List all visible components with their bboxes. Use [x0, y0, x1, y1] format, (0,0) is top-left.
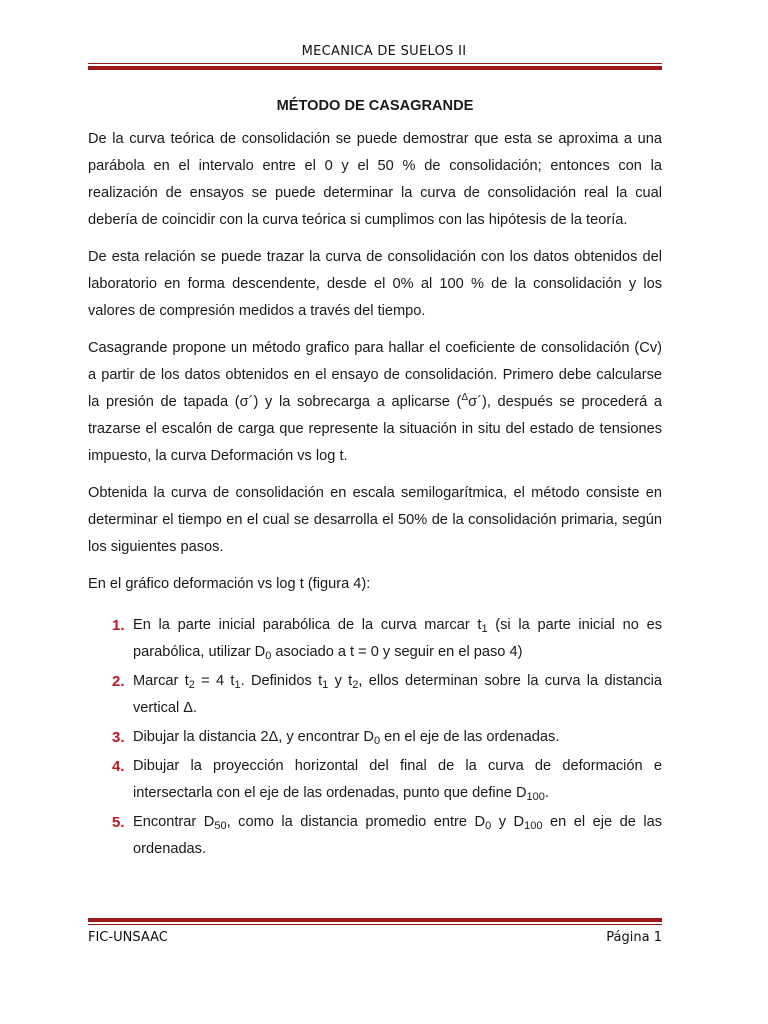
step-number: 5.: [112, 814, 125, 831]
paragraph-3: [88, 335, 662, 470]
paragraph-2: De esta relación se puede trazar la curva de consolidación con los datos obtenidos del laboratorio en forma descendente, desde el 0% al 100 % de la consolidación y los valores de compresión medidos a través del tiempo.: [88, 249, 662, 319]
section-title: MÉTODO DE CASAGRANDE: [276, 98, 474, 114]
step-item: 4. Dibujar la proyección horizontal del final de la curva de deformación e intersectarla con el eje de las ordenadas, punto que define $D_{100}$.: [88, 753, 662, 807]
step-item: 1. En la parte inicial parabólica de la curva marcar $t_1$ (si la parte inicial no es parabólica, utilizar $D_0$ asociado a t = 0 y seguir en el paso 4): [88, 612, 662, 666]
steps-list: [88, 612, 662, 863]
page-footer: [88, 930, 662, 945]
document-body: [88, 94, 662, 865]
paragraph-3-part-b: σ´), después se procederá a trazarse el escalón de carga que represente la situación in situ del estado de tensiones impuesto, la curva Deformación vs log t.: [88, 394, 662, 464]
footer-left: FIC-UNSAAC: [88, 930, 168, 945]
step-number: 2.: [112, 673, 125, 690]
step-item: 2. Marcar $t_2 = 4$ $t_1$. Definidos $t_1$ y $t_2$, ellos determinan sobre la curva la distancia vertical Δ.: [88, 668, 662, 722]
step-number: 3.: [112, 729, 125, 746]
page-header-title: MECANICA DE SUELOS II: [301, 44, 467, 59]
footer-rule: [88, 918, 662, 925]
step-item: 5. Encontrar $D_{50}$, como la distancia promedio entre $D_0$ y $D_{100}$ en el eje de las ordenadas.: [88, 809, 662, 863]
page-number: Página 1: [606, 930, 662, 945]
paragraph-5: En el gráfico deformación vs log t (figura 4):: [88, 576, 371, 592]
paragraph-4: Obtenida la curva de consolidación en escala semilogarítmica, el método consiste en determinar el tiempo en el cual se desarrolla el 50% de la consolidación primaria, según los siguientes pasos.: [88, 485, 662, 555]
delta-symbol: Δ: [461, 392, 469, 403]
step-number: 1.: [112, 617, 125, 634]
header-rule: [88, 63, 662, 70]
step-number: 4.: [112, 758, 125, 775]
step-item: 3. Dibujar la distancia 2Δ, y encontrar $D_0$ en el eje de las ordenadas.: [88, 724, 662, 751]
paragraph-1: De la curva teórica de consolidación se puede demostrar que esta se aproxima a una parábola en el intervalo entre el 0 y el 50 % de consolidación; entonces con la realización de ensayos se puede determinar la curva de consolidación real la cual debería de coincidir con la curva teórica si cumplimos con las hipótesis de la teoría.: [88, 131, 662, 228]
paragraph-3-part-a: Casagrande propone un método grafico para hallar el coeficiente de consolidación (Cv) a partir de los datos obtenidos en el ensayo de consolidación. Primero debe calcularse la presión de tapada (σ´) y la sobrecarga a aplicarse (: [88, 340, 662, 410]
